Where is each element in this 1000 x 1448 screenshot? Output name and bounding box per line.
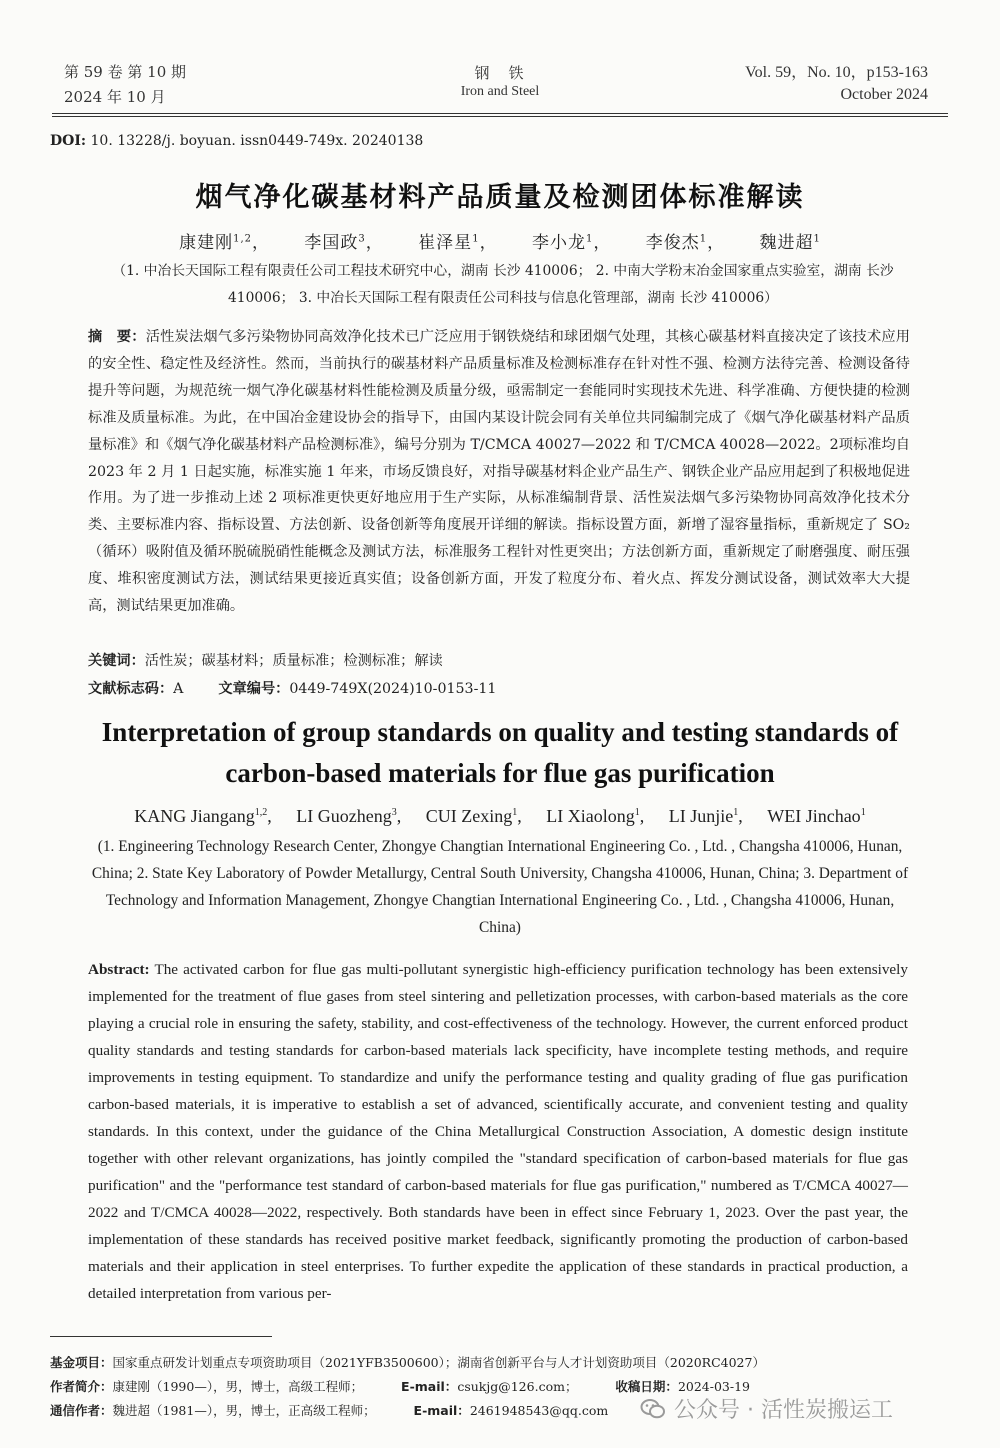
abstract-en-label: Abstract: — [88, 961, 150, 978]
author-cn: 李国政$^3$， — [304, 233, 384, 253]
author-en: LI Xiaolong$^1$, — [546, 806, 645, 826]
doi-label: DOI — [50, 133, 81, 149]
author-en: KANG Jiangang$^{1,2}$, — [134, 806, 272, 826]
keywords-cn — [88, 650, 443, 670]
abstract-cn-label: 摘 要： — [88, 329, 146, 345]
doc-code: A — [173, 681, 184, 697]
affiliations-en: (1. Engineering Technology Research Center, Zhongye Changtian International Engineering Co. , Ltd. , Changsha 410006, Hunan, China; 2. State Key Laboratory of Powder Metallurgy, Central South University, Changsha 410006, Hunan, China; 3. Department of Technology and Information Management, Zhongye Changtian International Engineering Co. , Ltd. , Changsha 410006, Hunan, China) — [91, 838, 909, 936]
abstract-cn — [88, 324, 910, 620]
header-rule — [52, 113, 948, 114]
author-cn: 李小龙$^1$， — [531, 233, 612, 253]
author-list-en — [0, 806, 1000, 827]
author-bio-text: 康建刚（1990—），男，博士，高级工程师； — [112, 1379, 364, 1394]
author-bio-label: 作者简介： — [50, 1379, 113, 1394]
author-email[interactable]: csukjg@126.com； — [457, 1379, 578, 1394]
journal-date-cn: 2024 年 10 月 — [64, 88, 166, 106]
footnote-fund — [50, 1353, 765, 1371]
abstract-en — [88, 956, 908, 1307]
footnote-rule — [50, 1336, 272, 1337]
received-date: 2024-03-19 — [677, 1379, 751, 1394]
author-en: LI Guozheng$^3$, — [296, 806, 402, 826]
fund-label: 基金项目： — [50, 1355, 113, 1370]
wechat-icon — [640, 1396, 666, 1422]
journal-volume-issue-cn: 第 59 卷 第 10 期 — [64, 63, 187, 81]
keywords-cn-label: 关键词： — [88, 653, 145, 669]
watermark-text: 公众号 · 活性炭搬运工 — [674, 1398, 893, 1423]
author-cn: 崔泽星$^1$， — [418, 233, 498, 253]
author-en: WEI Jinchao$^1$ — [767, 806, 866, 826]
journal-name-cn: 钢 铁 — [474, 64, 526, 82]
journal-name-en: Iron and Steel — [460, 84, 540, 99]
corresponding-email[interactable]: 2461948543@qq.com — [469, 1403, 609, 1418]
fund-text: 国家重点研发计划重点专项资助项目（2021YFB3500600）；湖南省创新平台与人才计划资助项目（2020RC4027） — [112, 1355, 765, 1370]
author-en: CUI Zexing$^1$, — [425, 806, 522, 826]
abstract-cn-text: 活性炭法烟气多污染物协同高效净化技术已广泛应用于钢铁烧结和球团烟气处理，其核心碳基材料直接决定了该技术应用的安全性、稳定性及经济性。然而，当前执行的碳基材料产品质量标准及检测标准存在针对性不强、检测方法待完善、检测设备待提升等问题，为规范统一烟气净化碳基材料性能检测及质量分级，亟需制定一套能同时实现技术先进、科学准确、方便快捷的检测标准及质量标准。为此，在中国冶金建设协会的指导下，由国内某设计院会同有关单位共同编制完成了《烟气净化碳基材料产品质量标准》和《烟气净化碳基材料产品检测标准》，编号分别为 T/CMCA 40027—2022 和 T/CMCA 40028—2022。2项标准均自 2023 年 2 月 1 日起实施，标准实施 1 年来，市场反馈良好，对指导碳基材料企业产品生产、钢铁企业产品应用起到了积极地促进作用。为了进一步推动上述 2 项标准更快更好地应用于生产实际，从标准编制背景、活性炭法烟气多污染物协同高效净化技术分类、主要标准内容、指标设置、方法创新、设备创新等角度展开详细的解读。指标设置方面，新增了湿容量指标，重新规定了 SO₂（循环）吸附值及循环脱硫脱硝性能概念及测试方法，标准服务工程针对性更突出；方法创新方面，重新规定了耐磨强度、耐压强度、堆积密度测试方法，测试结果更接近真实值；设备创新方面，开发了粒度分布、着火点、挥发分测试设备，测试效率大大提高，测试结果更加准确。 — [88, 329, 910, 615]
article-no: 0449-749X(2024)10-0153-11 — [289, 681, 497, 697]
footnote-corresponding — [50, 1401, 608, 1419]
corresponding-label: 通信作者： — [50, 1403, 113, 1418]
article-no-label: 文章编号： — [218, 681, 290, 697]
doc-code-label: 文献标志码： — [88, 681, 174, 697]
author-email-label: E-mail： — [401, 1379, 458, 1394]
journal-volume-pages-en: Vol. 59，No. 10，p153-163 — [745, 64, 928, 81]
paper-title-cn: 烟气净化碳基材料产品质量及检测团体标准解读 — [195, 182, 805, 213]
author-list-cn — [0, 228, 1000, 253]
doi-value[interactable]: 10. 13228/j. boyuan. issn0449-749x. 20240138 — [90, 133, 424, 149]
keywords-cn-text: 活性炭；碳基材料；质量标准；检测标准；解读 — [144, 653, 443, 669]
author-cn: 李俊杰$^1$， — [645, 233, 726, 253]
classification-line — [88, 678, 496, 698]
corresponding-email-label: E-mail： — [413, 1403, 470, 1418]
abstract-en-text: The activated carbon for flue gas multi-pollutant synergistic high-efficiency purification technology has been extensively implemented for the treatment of flue gases from steel sintering and pelletization processes, with carbon-based materials as the core playing a crucial role in ensuring the safety, stability, and cost-effectiveness of the technology. However, the current enforced product quality standards and testing standards for carbon-based materials lack specificity, have incomplete testing methods, and require improvements in testing equipment. To standardize and unify the performance testing and quality grading of flue gas purification carbon-based materials, it is imperative to establish a set of advanced, scientifically accurate, and convenient testing and quality standards. In this context, under the guidance of the China Metallurgical Construction Association, A domestic design institute together with other relevant organizations, has jointly compiled the "standard specification of carbon-based materials for flue gas purification" and the "performance test standard of carbon-based materials for flue gas purification," numbered as T/CMCA 40027—2022 and T/CMCA 40028—2022, respectively. Both standards have been in effect since February 1, 2023. Over the past year, the implementation of these standards has received positive market feedback, significantly promoting the production of carbon-based materials and their application in steel enterprises. To further expedite the application of these standards in practical production, a detailed interpretation from various per- — [88, 961, 908, 1302]
paper-title-en: Interpretation of group standards on quality and testing standards of carbon-based materials for flue gas purification — [101, 717, 899, 788]
corresponding-text: 魏进超（1981—），男，博士，正高级工程师； — [112, 1403, 376, 1418]
received-date-label: 收稿日期： — [615, 1379, 678, 1394]
header-rule-thin — [52, 116, 948, 117]
affiliations-cn: （1. 中冶长天国际工程有限责任公司工程技术研究中心，湖南 长沙 410006； 2. 中南大学粉末冶金国家重点实验室，湖南 长沙 410006； 3. 中冶长天国际工程有限责任公司科技与信息化管理部，湖南 长沙 410006） — [112, 263, 894, 306]
author-cn: 魏进超$^1$ — [759, 233, 821, 253]
author-cn: 康建刚$^{1,2}$， — [179, 233, 270, 253]
doi-line: DOI: 10. 13228/j. boyuan. issn0449-749x. 20240138 — [50, 133, 424, 149]
author-en: LI Junjie$^1$, — [668, 806, 743, 826]
wechat-watermark — [640, 1393, 893, 1424]
journal-date-en: October 2024 — [840, 86, 928, 103]
